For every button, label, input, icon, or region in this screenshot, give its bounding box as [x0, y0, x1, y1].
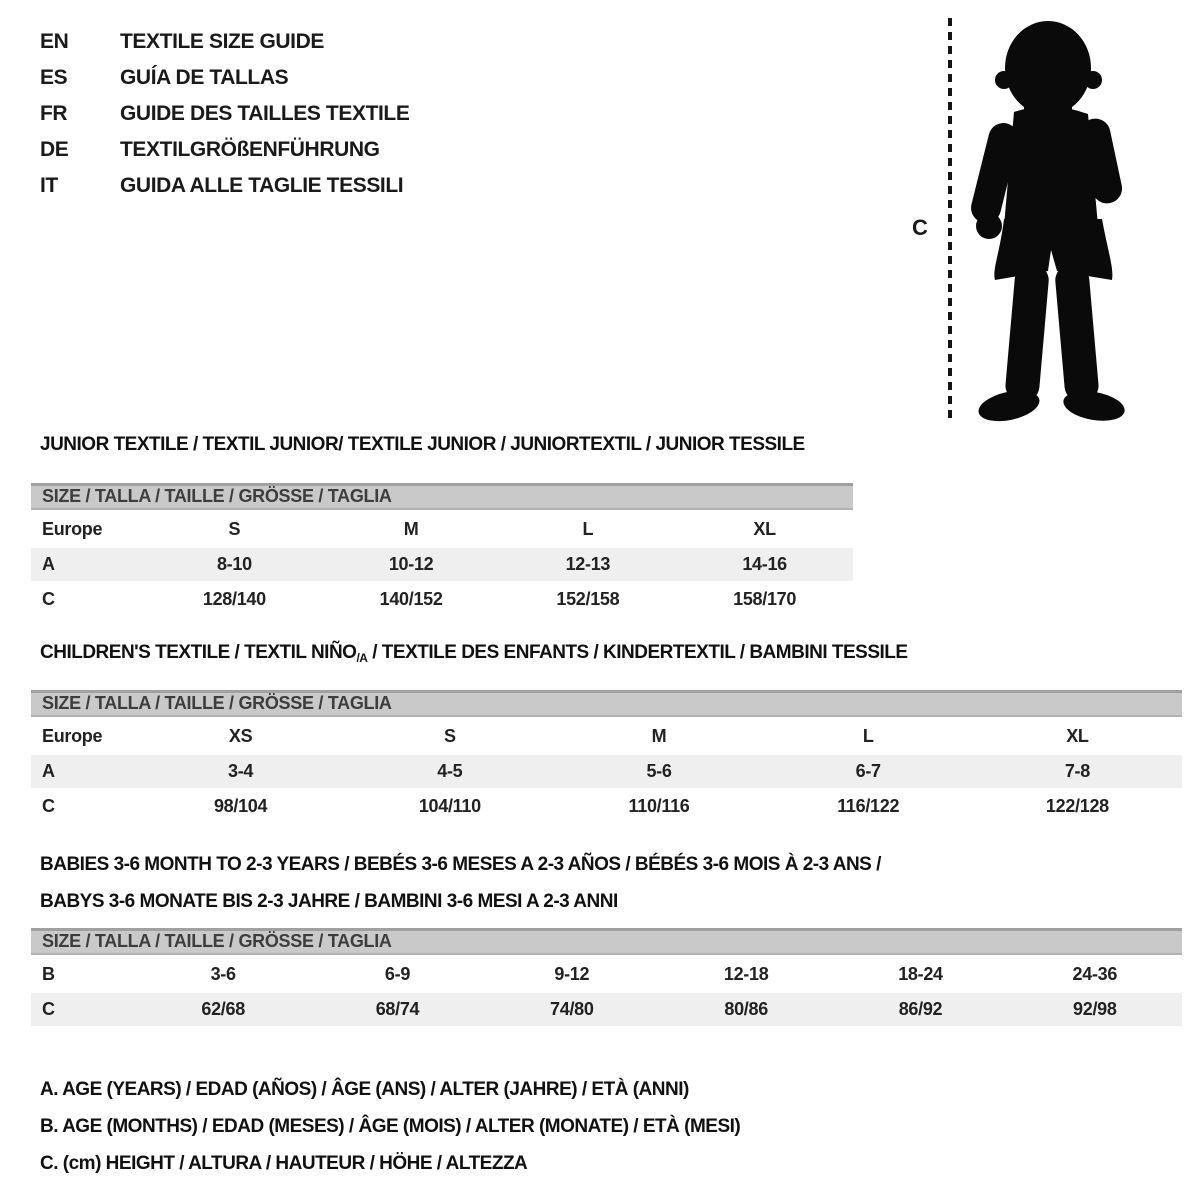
table-cell: 128/140: [202, 589, 266, 609]
table-row: [31, 720, 1182, 753]
table-cell: 158/170: [733, 589, 797, 609]
table-cell: 110/116: [628, 796, 690, 816]
language-row-es: [40, 66, 409, 102]
baby-silhouette-image: [962, 14, 1140, 424]
table-cell: 6-9: [384, 964, 411, 984]
language-title: TEXTILGRÖßENFÜHRUNG: [120, 138, 380, 161]
language-title: GUIDE DES TAILLES TEXTILE: [120, 102, 410, 125]
table-cell: M: [651, 726, 667, 746]
row-label: C: [42, 589, 55, 609]
table-cell: 24-36: [1072, 964, 1118, 984]
table-cell: S: [443, 726, 456, 746]
language-title: TEXTILE SIZE GUIDE: [120, 30, 324, 53]
table-cell: 104/110: [418, 796, 481, 816]
table-cell: S: [228, 519, 241, 539]
babies-title-line2: BABYS 3-6 MONATE BIS 2-3 JAHRE / BAMBINI 3-6 MESI A 2-3 ANNI: [40, 891, 618, 912]
table-cell: 6-7: [855, 761, 881, 781]
language-row-fr: [40, 102, 409, 138]
title-text: / TEXTILE DES ENFANTS / KINDERTEXTIL / BAMBINI TESSILE: [367, 642, 908, 663]
table-row: [31, 958, 1182, 991]
children-section-title: [40, 642, 908, 665]
row-label: C: [42, 796, 55, 816]
row-label: Europe: [42, 519, 103, 539]
legend-line-a: A. AGE (YEARS) / EDAD (AÑOS) / ÂGE (ANS) / ALTER (JAHRE) / ETÀ (ANNI): [40, 1079, 689, 1100]
babies-size-table: [31, 928, 1182, 1028]
height-label-c: C: [912, 215, 928, 240]
language-code: FR: [40, 102, 68, 125]
row-label: A: [42, 554, 55, 574]
table-cell: 74/80: [550, 999, 594, 1019]
language-row-de: [40, 138, 409, 174]
table-cell: 152/158: [556, 589, 620, 609]
table-cell: 14-16: [742, 554, 787, 574]
table-row: [31, 548, 853, 581]
table-row: [31, 513, 853, 546]
title-text: CHILDREN'S TEXTILE / TEXTIL NIÑO: [40, 642, 357, 663]
table-cell: XL: [753, 519, 776, 539]
language-row-en: [40, 30, 409, 66]
children-size-table: [31, 690, 1182, 825]
table-cell: 122/128: [1045, 796, 1109, 816]
table-cell: 8-10: [216, 554, 252, 574]
table-cell: L: [862, 726, 874, 746]
table-cell: 86/92: [898, 999, 943, 1019]
table-row: [31, 993, 1182, 1026]
table-cell: 98/104: [213, 796, 268, 816]
table-cell: 92/98: [1073, 999, 1117, 1019]
language-code: DE: [40, 138, 69, 161]
babies-title-line1: BABIES 3-6 MONTH TO 2-3 YEARS / BEBÉS 3-6 MESES A 2-3 AÑOS / BÉBÉS 3-6 MOIS À 2-3 ANS /: [40, 854, 881, 875]
row-label: B: [42, 964, 55, 984]
row-label: C: [42, 999, 55, 1019]
row-label: A: [42, 761, 55, 781]
table-cell: 116/122: [837, 796, 900, 816]
table-cell: 18-24: [898, 964, 943, 984]
table-cell: 12-18: [723, 964, 769, 984]
legend-line-b: B. AGE (MONTHS) / EDAD (MESES) / ÂGE (MOIS) / ALTER (MONATE) / ETÀ (MESI): [40, 1116, 741, 1137]
language-code: IT: [40, 174, 58, 197]
junior-size-table: [31, 483, 853, 618]
height-measure-dashed-line: [948, 18, 952, 418]
table-cell: XL: [1066, 726, 1089, 746]
size-header-bar: SIZE / TALLA / TAILLE / GRÖSSE / TAGLIA: [31, 928, 1182, 955]
table-row: [31, 755, 1182, 788]
size-header-bar: SIZE / TALLA / TAILLE / GRÖSSE / TAGLIA: [31, 483, 853, 510]
language-row-it: [40, 174, 409, 210]
table-cell: XS: [228, 726, 253, 746]
table-cell: 68/74: [375, 999, 420, 1019]
table-cell: 62/68: [201, 999, 245, 1019]
table-cell: 140/152: [379, 589, 443, 609]
language-code: ES: [40, 66, 68, 89]
size-header-bar: SIZE / TALLA / TAILLE / GRÖSSE / TAGLIA: [31, 690, 1182, 717]
junior-section-title: JUNIOR TEXTILE / TEXTIL JUNIOR/ TEXTILE JUNIOR / JUNIORTEXTIL / JUNIOR TESSILE: [40, 434, 805, 455]
table-cell: 9-12: [554, 964, 590, 984]
table-row: [31, 583, 853, 616]
title-subscript: /A: [356, 651, 368, 665]
table-cell: 3-4: [228, 761, 254, 781]
table-cell: L: [582, 519, 594, 539]
table-cell: 3-6: [210, 964, 236, 984]
language-title: GUIDA ALLE TAGLIE TESSILI: [120, 174, 404, 197]
row-label: Europe: [42, 726, 103, 746]
table-cell: 12-13: [565, 554, 611, 574]
legend-line-c: C. (cm) HEIGHT / ALTURA / HAUTEUR / HÖHE / ALTEZZA: [40, 1153, 528, 1174]
language-title: GUÍA DE TALLAS: [120, 66, 289, 89]
table-cell: 4-5: [437, 761, 463, 781]
table-cell: M: [403, 519, 419, 539]
babies-section-title: [40, 846, 881, 920]
table-row: [31, 790, 1182, 823]
language-code: EN: [40, 30, 69, 53]
table-cell: 7-8: [1064, 761, 1090, 781]
language-list: [40, 30, 409, 210]
legend: [40, 1071, 740, 1182]
table-cell: 80/86: [724, 999, 768, 1019]
table-cell: 5-6: [646, 761, 672, 781]
table-cell: 10-12: [388, 554, 434, 574]
